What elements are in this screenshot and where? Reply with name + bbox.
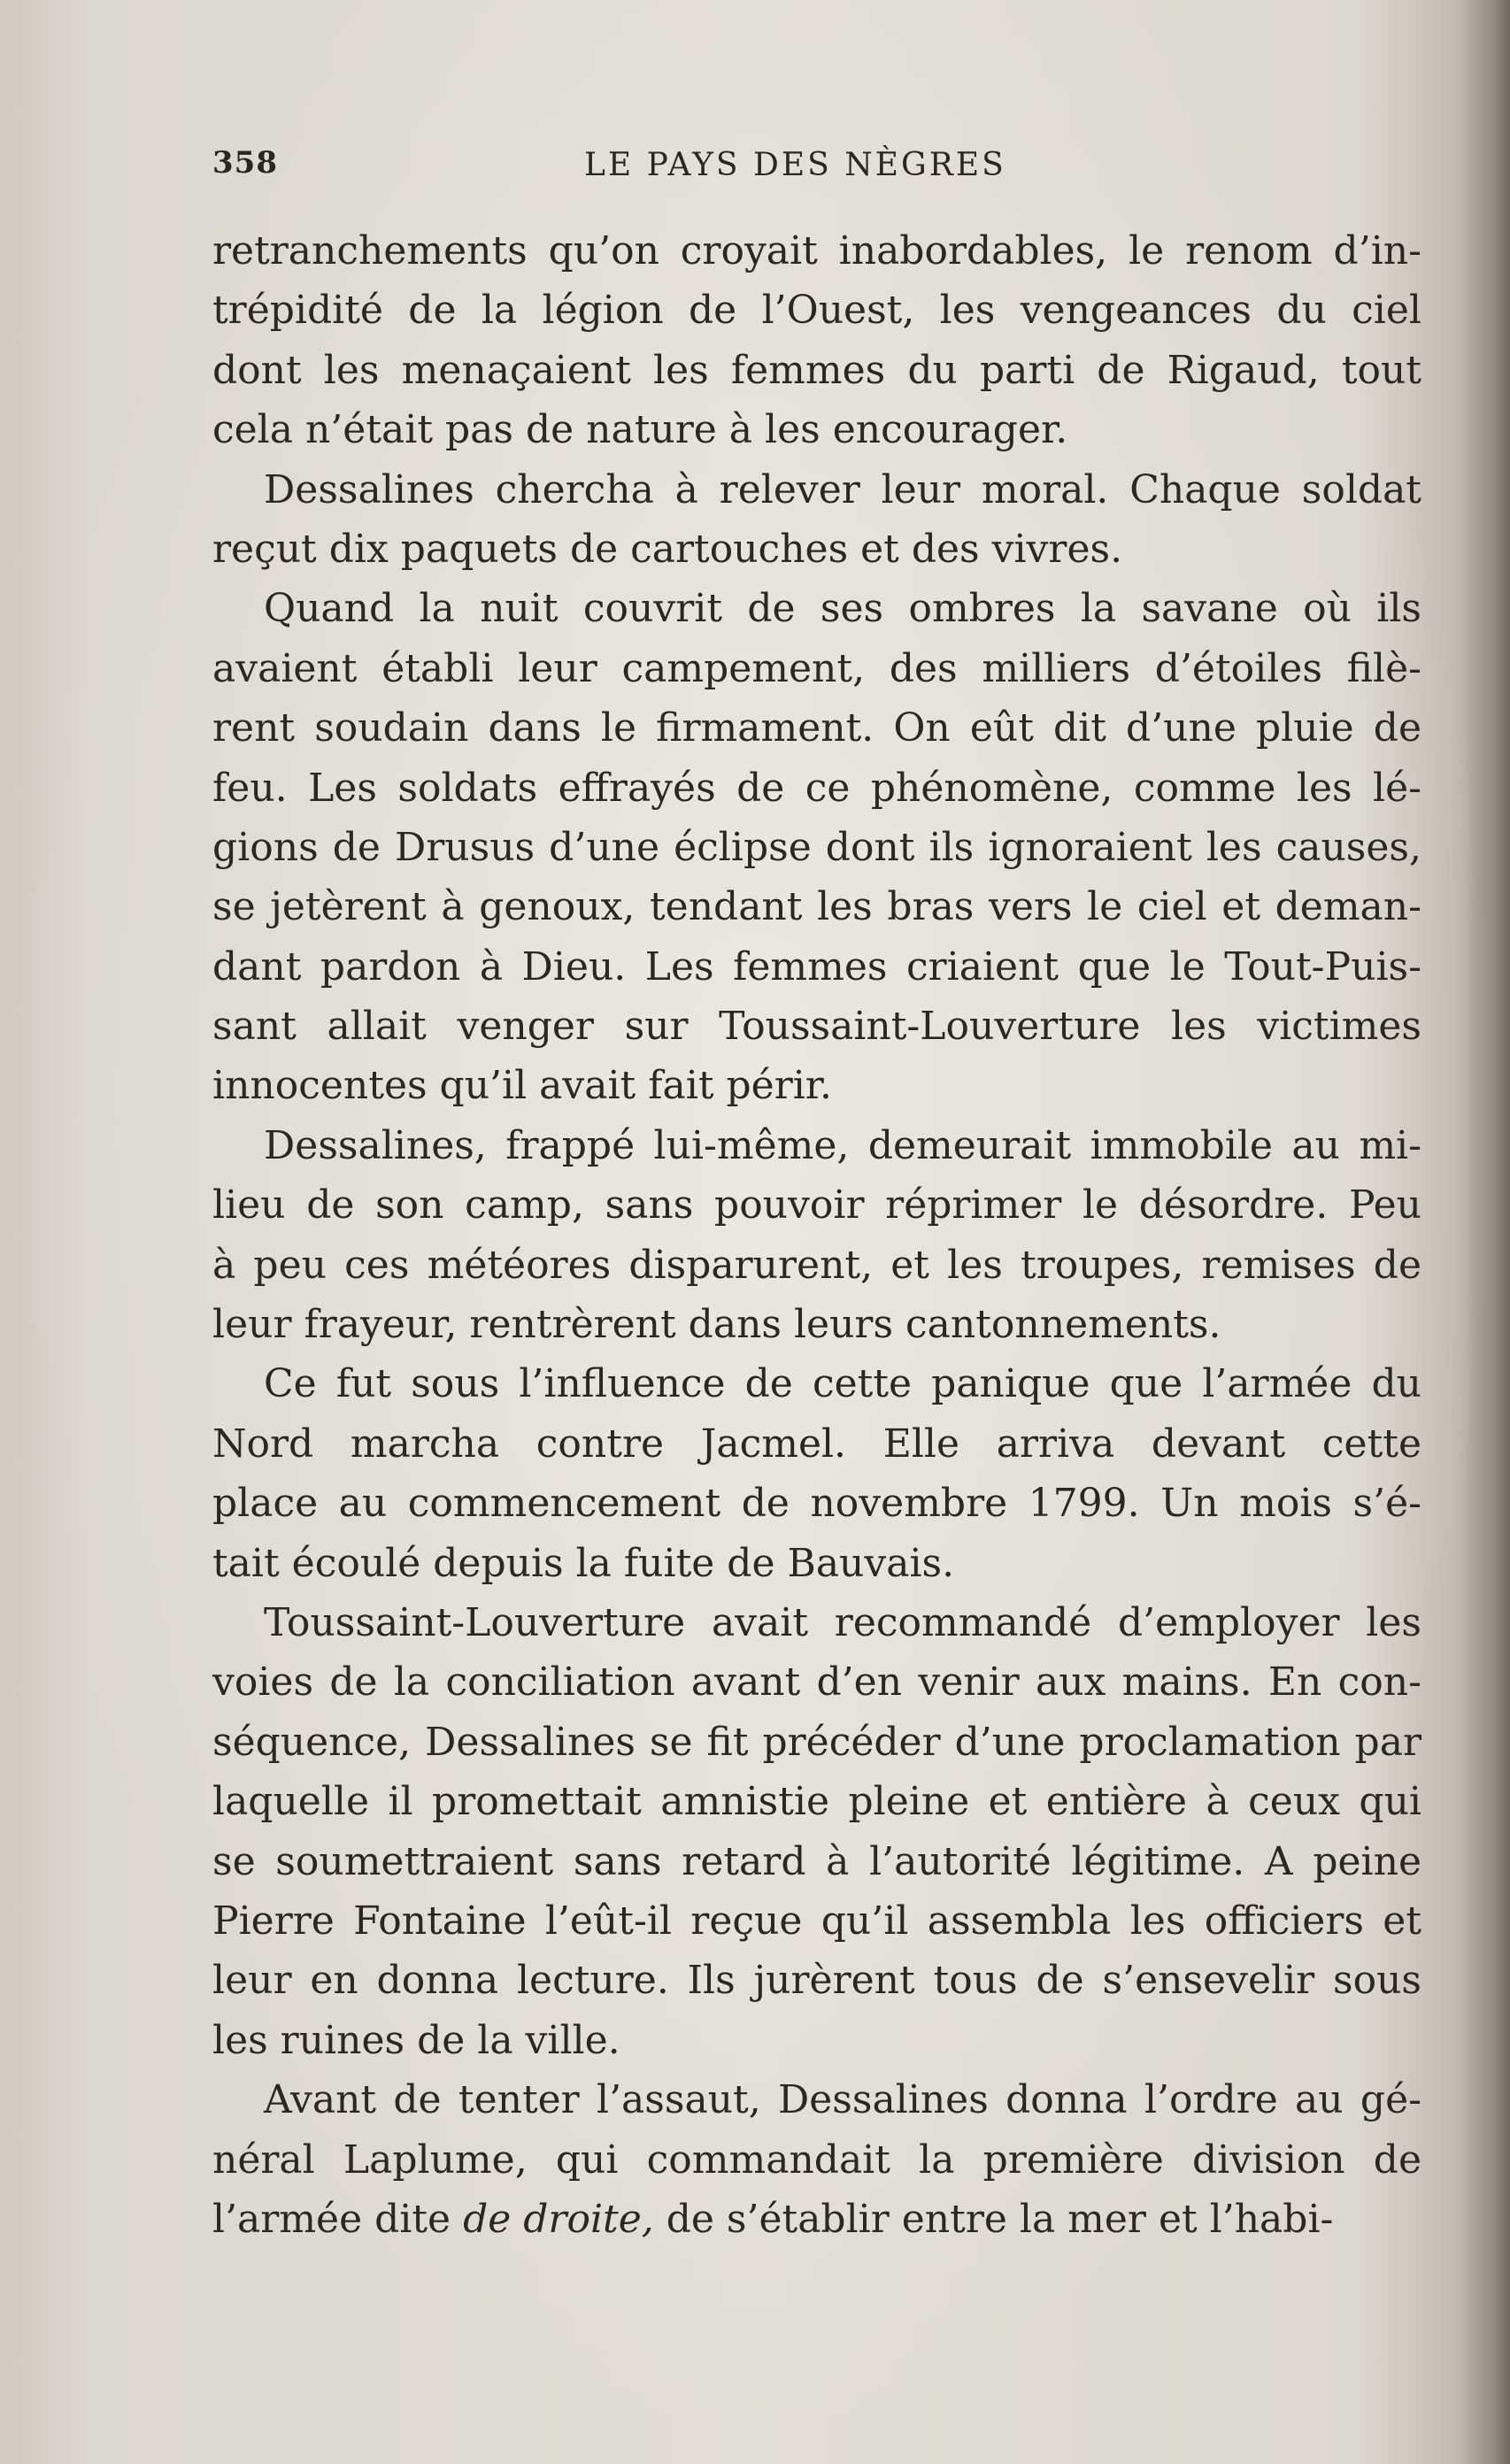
text-line: sant allait venger sur Toussaint-Louverture les victimes xyxy=(212,1004,1421,1050)
text-line: dont les menaçaient les femmes du parti de Rigaud, tout xyxy=(212,347,1421,393)
text-line: avaient établi leur campement, des milliers d’étoiles filè- xyxy=(212,645,1421,691)
spine-shadow xyxy=(1457,0,1510,2464)
final-text-line xyxy=(212,2190,1421,2249)
text-line: laquelle il promettait amnistie pleine et entière à ceux qui xyxy=(212,1779,1421,1825)
text-line: à peu ces météores disparurent, et les troupes, remises de xyxy=(212,1242,1421,1288)
text-line: voies de la conciliation avant d’en venir aux mains. En con- xyxy=(212,1659,1421,1706)
text-line: leur frayeur, rentrèrent dans leurs cantonnements. xyxy=(212,1302,1221,1348)
text-line: se soumettraient sans retard à l’autorité légitime. A peine xyxy=(212,1838,1421,1884)
text-line: tait écoulé depuis la fuite de Bauvais. xyxy=(212,1540,955,1586)
text-line: retranchements qu’on croyait inabordables, le renom d’in- xyxy=(212,228,1421,273)
text-line: Nord marcha contre Jacmel. Elle arriva devant cette xyxy=(212,1421,1421,1467)
text-line: néral Laplume, qui commandait la première division de xyxy=(212,2137,1421,2183)
body-text xyxy=(212,221,1421,2249)
text-line: Dessalines chercha à relever leur moral. Chaque soldat xyxy=(264,466,1421,512)
text-line: reçut dix paquets de cartouches et des vivres. xyxy=(212,526,1123,572)
text-line: Dessalines, frappé lui-même, demeurait immobile au mi- xyxy=(264,1122,1421,1168)
text-line: lieu de son camp, sans pouvoir réprimer le désordre. Peu xyxy=(212,1182,1421,1228)
text-line: gions de Drusus d’une éclipse dont ils ignoraient les causes, xyxy=(212,824,1421,870)
text-line: séquence, Dessalines se fit précéder d’une proclamation par xyxy=(212,1719,1421,1765)
text-line: Ce fut sous l’influence de cette panique que l’armée du xyxy=(264,1361,1421,1407)
text-line: les ruines de la ville. xyxy=(212,2017,620,2063)
text-line: place au commencement de novembre 1799. Un mois s’é- xyxy=(212,1481,1421,1527)
text-line: Quand la nuit couvrit de ses ombres la savane où ils xyxy=(264,586,1421,632)
text-line: Pierre Fontaine l’eût-il reçue qu’il assembla les officiers et xyxy=(212,1898,1421,1944)
text-line: innocentes qu’il avait fait périr. xyxy=(212,1063,832,1109)
text-line: Toussaint-Louverture avait recommandé d’employer les xyxy=(264,1599,1421,1645)
text-line: se jetèrent à genoux, tendant les bras vers le ciel et deman- xyxy=(212,884,1421,930)
header-title: LE PAYS DES NÈGRES xyxy=(584,147,1006,183)
text-line: dant pardon à Dieu. Les femmes criaient que le Tout-Puis- xyxy=(212,943,1421,989)
text-line: rent soudain dans le firmament. On eût dit d’une pluie de xyxy=(212,705,1421,751)
running-head xyxy=(212,145,1421,191)
final-line-start: l’armée dite xyxy=(212,2196,464,2242)
text-line: Avant de tenter l’assaut, Dessalines donna l’ordre au gé- xyxy=(264,2077,1421,2123)
text-line: trépidité de la légion de l’Ouest, les vengeances du ciel xyxy=(212,288,1421,334)
text-line: leur en donna lecture. Ils jurèrent tous de s’ensevelir sous xyxy=(212,1958,1421,2004)
final-line-end: de s’établir entre la mer et l’habi- xyxy=(653,2196,1334,2242)
italic-phrase: de droite, xyxy=(463,2196,654,2242)
page-number: 358 xyxy=(212,145,278,181)
text-line: feu. Les soldats effrayés de ce phénomène, comme les lé- xyxy=(212,765,1421,811)
text-line: cela n’était pas de nature à les encourager. xyxy=(212,407,1068,453)
